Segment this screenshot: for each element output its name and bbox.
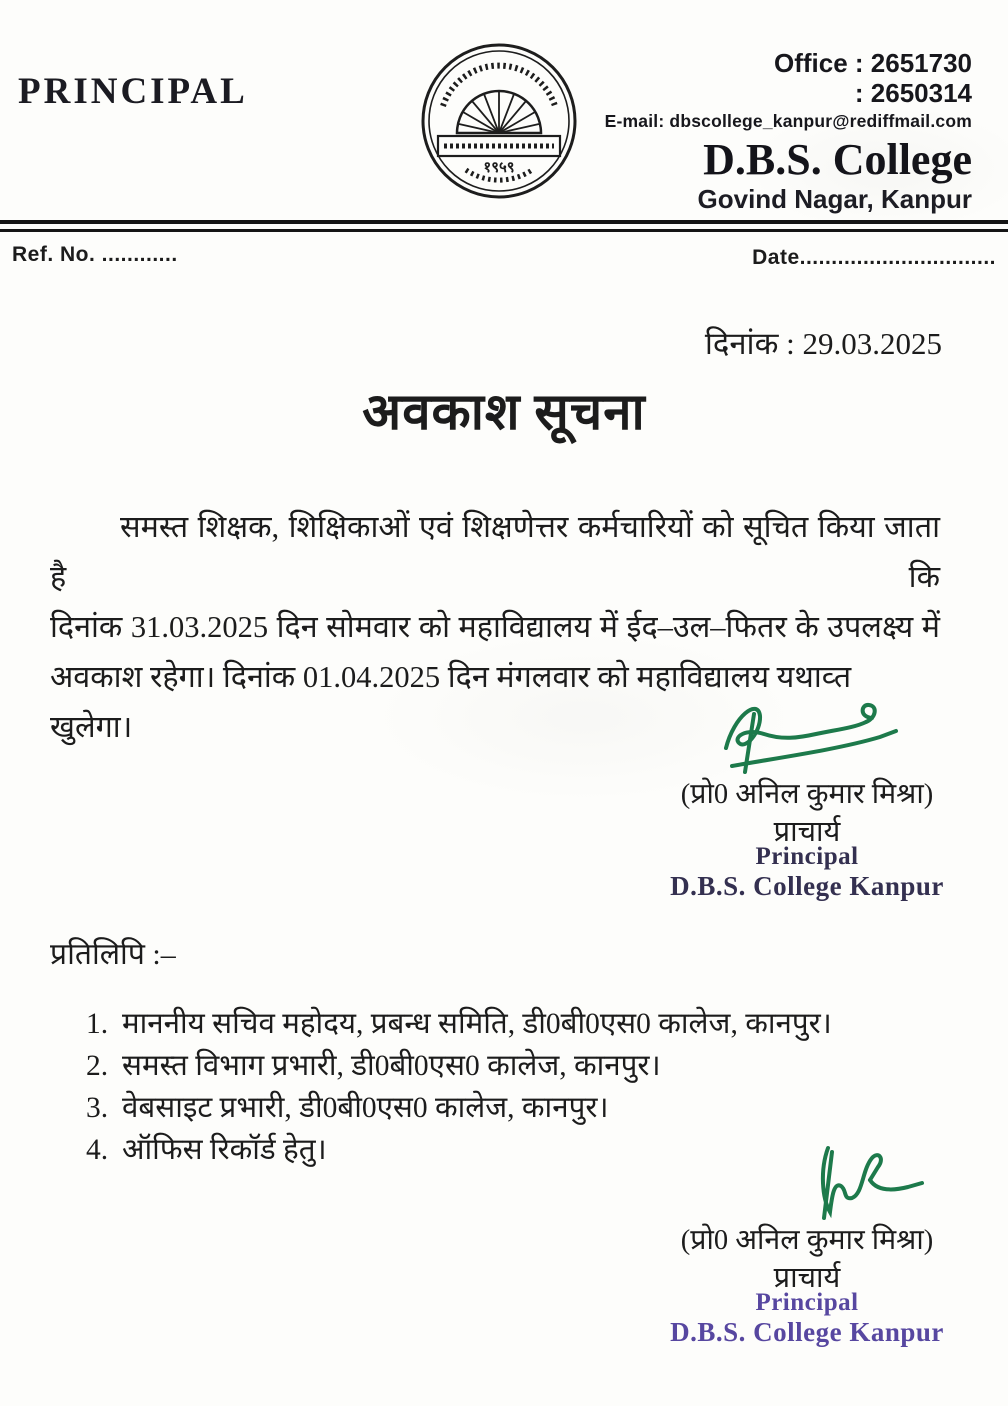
list-item-text: वेबसाइट प्रभारी, डी0बी0एस0 कालेज, कानपुर। bbox=[122, 1092, 609, 1124]
signatory-title-english: Principal bbox=[755, 843, 859, 870]
college-address: Govind Nagar, Kanpur bbox=[697, 184, 972, 214]
ref-no-label: Ref. No. ............ bbox=[12, 243, 178, 266]
date-label: Date............................... bbox=[752, 246, 996, 269]
college-name: D.B.S. College bbox=[703, 135, 972, 184]
list-item-text: माननीय सचिव महोदय, प्रबन्ध समिति, डी0बी0एस0 कालेज, कानपुर। bbox=[122, 1008, 832, 1040]
email-line: E-mail: dbscollege_kanpur@rediffmail.com bbox=[604, 111, 972, 131]
signatory-name: (प्रो0 अनिल कुमार मिश्रा) bbox=[680, 1225, 934, 1256]
signatory-title-english: Principal bbox=[755, 1289, 859, 1316]
list-item bbox=[50, 1087, 832, 1129]
notice-title: अवकाश सूचना bbox=[362, 385, 646, 441]
notice-body-line: अवकाश रहेगा। दिनांक 01.04.2025 दिन मंगलवार को महाविद्यालय यथाव्त खुलेगा। bbox=[50, 660, 852, 744]
office-phone-primary: Office : 2651730 bbox=[773, 48, 972, 78]
list-item-text: ऑफिस रिकॉर्ड हेतु। bbox=[122, 1134, 327, 1166]
header-divider-rule bbox=[0, 220, 1008, 232]
signatory-college: D.B.S. College Kanpur bbox=[670, 871, 944, 901]
copy-section-heading: प्रतिलिपि :– bbox=[50, 938, 176, 971]
notice-body-line: दिनांक 31.03.2025 दिन सोमवार को महाविद्यालय में ईद–उल–फितर के उपलक्ष्य में bbox=[50, 610, 940, 644]
seal-year: १९५९ bbox=[483, 160, 515, 176]
signatory-title-hindi: प्राचार्य bbox=[773, 816, 841, 848]
copy-distribution-section bbox=[50, 932, 832, 1171]
signatory-college: D.B.S. College Kanpur bbox=[670, 1317, 944, 1347]
list-item-number: 2. bbox=[86, 1050, 109, 1082]
signatory-name: (प्रो0 अनिल कुमार मिश्रा) bbox=[680, 779, 934, 810]
principal-signature-icon bbox=[780, 1138, 930, 1226]
letterhead-contact-block bbox=[605, 48, 972, 214]
college-seal-icon bbox=[418, 40, 580, 202]
signature-block-bottom bbox=[652, 1138, 962, 1348]
college-seal-logo bbox=[418, 40, 580, 202]
list-item bbox=[50, 1003, 832, 1045]
signature-block-top bbox=[652, 688, 962, 902]
list-item-text: समस्त विभाग प्रभारी, डी0बी0एस0 कालेज, कानपुर। bbox=[122, 1050, 661, 1082]
list-item bbox=[50, 1045, 832, 1087]
list-item-number: 4. bbox=[86, 1134, 109, 1166]
signatory-title-hindi: प्राचार्य bbox=[773, 1262, 841, 1294]
principal-signature-icon bbox=[704, 688, 909, 780]
list-item-number: 1. bbox=[86, 1008, 109, 1040]
notice-body-line: समस्त शिक्षक, शिक्षिकाओं एवं शिक्षणेत्तर कर्मचारियों को सूचित किया जाता है कि bbox=[50, 510, 940, 594]
list-item-number: 3. bbox=[86, 1092, 109, 1124]
principal-label: PRINCIPAL bbox=[18, 71, 248, 112]
notice-date: दिनांक : 29.03.2025 bbox=[704, 326, 942, 361]
office-phone-secondary: : 2650314 bbox=[854, 78, 972, 108]
